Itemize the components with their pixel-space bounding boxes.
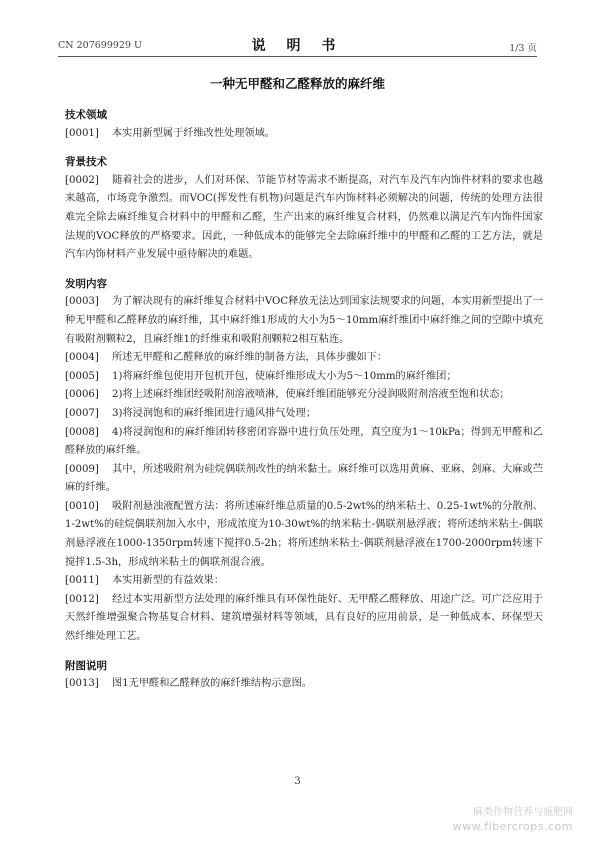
paragraph-number: [0011] <box>65 575 99 587</box>
paragraph-text: 本实用新型属于纤维改性处理领域。 <box>112 127 275 139</box>
page-number: 3 <box>294 776 301 787</box>
paragraph-number: [0007] <box>65 407 99 419</box>
paragraph-number: [0004] <box>65 352 99 364</box>
paragraph-text: 为了解决现有的麻纤维复合材料中VOC释放无法达到国家法规要求的问题，本实用新型提出了一种无甲醛和乙醛释放的麻纤维，其中麻纤维1形成的大小为5～10mm麻纤维团中麻纤维之间的空隙中填充有吸附剂颗粒2，且麻纤维1的纤维束和吸附剂颗粒2相互粘连。 <box>65 296 543 345</box>
paragraph-0006 <box>65 386 543 405</box>
paragraph-number: [0013] <box>65 678 99 690</box>
paragraph-text: 3)将浸润饱和的麻纤维团进行通风排气处理； <box>112 407 317 419</box>
paragraph-text: 经过本实用新型方法处理的麻纤维具有环保性能好、无甲醛乙醛释放、用途广泛。可广泛应用于天然纤维增强聚合物基复合材料、建筑增强材料等领域，具有良好的应用前景，是一种低成本、环保型天然纤维处理工艺。 <box>65 593 543 643</box>
paragraph-number: [0003] <box>65 296 99 308</box>
paragraph-0004 <box>65 349 543 368</box>
watermark-url: www.fibercrops.com <box>452 820 573 833</box>
paragraph-0009 <box>65 461 543 498</box>
watermark <box>453 806 573 834</box>
patent-number: CN 207699929 U <box>58 40 143 51</box>
paragraph-text: 吸附剂悬浊液配置方法：将所述麻纤维总质量的0.5-2wt%的纳米粘土、0.25-1wt%的分散剂、1-2wt%的硅烷偶联剂加入水中，形成浓度为10-30wt%的纳米粘土-偶联剂悬浮液；将所述纳米粘土-偶联剂悬浮液在1000-1350rpm转速下搅拌0.5-2h；将所述纳米粘土-偶联剂悬浮液在1700-2000rpm转速下搅拌1.5-3h，形成纳米粘土的偶联剂混合液。 <box>65 500 543 568</box>
header-divider <box>58 56 537 57</box>
paragraph-number: [0010] <box>65 500 99 512</box>
document-title: 一种无甲醛和乙醛释放的麻纤维 <box>209 76 385 91</box>
watermark-site-name: 麻类作物营养与施肥网 <box>473 807 573 818</box>
paragraph-0003 <box>65 293 543 349</box>
paragraph-text: 其中，所述吸附剂为硅烷偶联剂改性的纳米黏土。麻纤维可以选用黄麻、亚麻、剑麻、大麻或苎麻的纤维。 <box>65 463 543 494</box>
section-heading-background: 背景技术 <box>65 156 107 169</box>
paragraph-text: 随着社会的进步，人们对环保、节能节材等需求不断提高，对汽车及汽车内饰件材料的要求也越来越高，市场竞争激烈。而VOC(挥发性有机物)问题是汽车内饰材料必须解决的问题，传统的处理方法很难完全除去麻纤维复合材料中的甲醛和乙醛，生产出来的麻纤维复合材料，仍然难以满足汽车内饰件国家法规的VOC释放的严格要求。因此，一种低成本的能够完全去除麻纤维中的甲醛和乙醛的工艺方法，就是汽车内饰材料产业发展中亟待解决的难题。 <box>65 174 543 261</box>
page-indicator: 1/3 页 <box>509 43 537 54</box>
paragraph-text: 图1无甲醛和乙醛释放的麻纤维结构示意图。 <box>112 678 313 690</box>
paragraph-0011 <box>65 572 543 591</box>
paragraph-text: 本实用新型的有益效果： <box>112 575 225 587</box>
paragraph-number: [0006] <box>65 389 99 401</box>
paragraph-0002 <box>65 172 543 265</box>
paragraph-text: 2)将上述麻纤维团经吸附剂溶液喷淋，使麻纤维团能够充分浸润吸附剂溶液至饱和状态； <box>112 389 510 401</box>
paragraph-number: [0009] <box>65 463 99 475</box>
paragraph-0010 <box>65 498 543 572</box>
paragraph-text: 4)将浸润饱和的麻纤维团转移密闭容器中进行负压处理，真空度为1～10kPa；得到无甲醛和乙醛释放的麻纤维。 <box>65 426 543 457</box>
document-body <box>65 106 543 694</box>
paragraph-0005 <box>65 368 543 387</box>
paragraph-number: [0008] <box>65 426 99 438</box>
section-heading-figures: 附图说明 <box>65 659 107 672</box>
paragraph-0007 <box>65 405 543 424</box>
paragraph-0008 <box>65 424 543 461</box>
paragraph-0012 <box>65 591 543 647</box>
paragraph-0013 <box>65 675 543 694</box>
paragraph-number: [0012] <box>65 593 99 605</box>
paragraph-text: 所述无甲醛和乙醛释放的麻纤维的制备方法，具体步骤如下： <box>112 352 388 364</box>
paragraph-0001 <box>65 125 543 144</box>
paragraph-number: [0001] <box>65 127 99 139</box>
section-heading-tech-field: 技术领域 <box>65 109 107 121</box>
paragraph-number: [0005] <box>65 370 99 382</box>
paragraph-number: [0002] <box>65 174 99 186</box>
document-type: 说 明 书 <box>251 38 344 54</box>
paragraph-text: 1)将麻纤维包使用开包机开包，使麻纤维形成大小为5～10mm的麻纤维团； <box>112 370 457 382</box>
section-heading-summary: 发明内容 <box>65 277 107 290</box>
